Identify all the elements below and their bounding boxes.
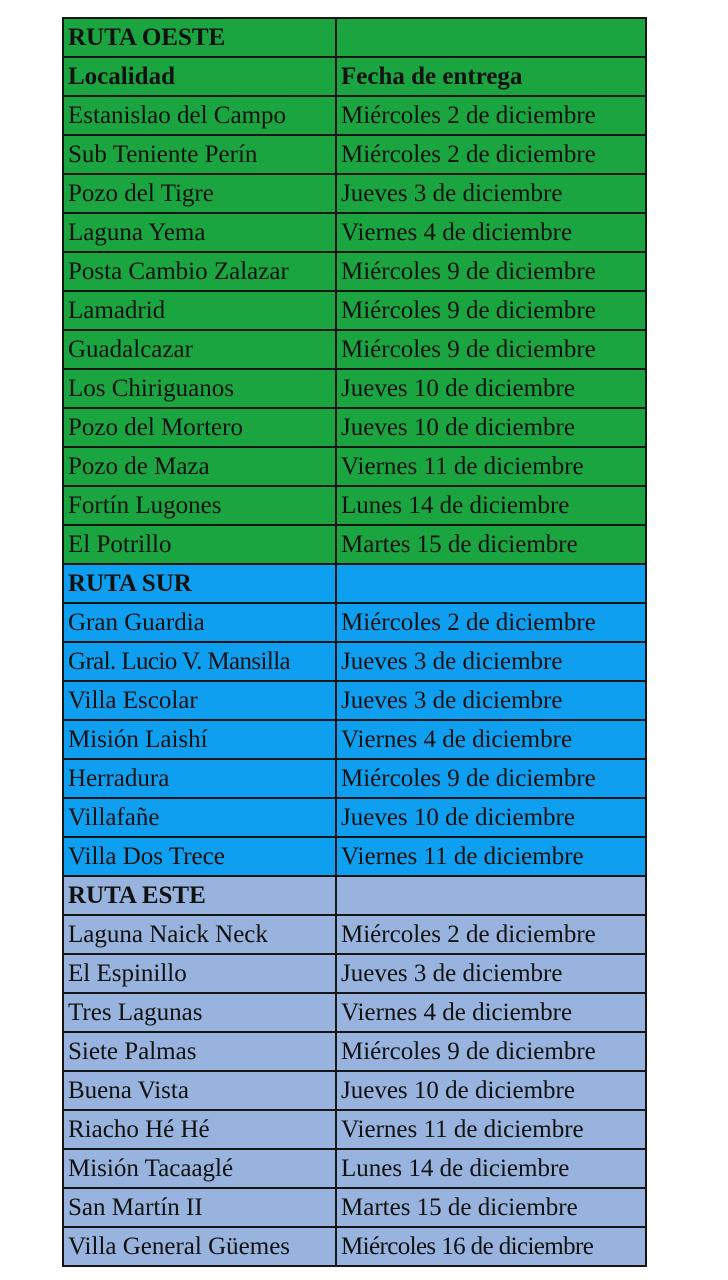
delivery-date-cell: Jueves 3 de diciembre — [336, 642, 646, 681]
delivery-date-cell: Jueves 10 de diciembre — [336, 369, 646, 408]
locality-cell: Misión Laishí — [63, 720, 336, 759]
table-row — [63, 447, 646, 486]
locality-cell: Lamadrid — [63, 291, 336, 330]
table-row — [63, 213, 646, 252]
table-row — [63, 252, 646, 291]
table-row — [63, 1227, 646, 1266]
locality-cell: Villa Dos Trece — [63, 837, 336, 876]
header-localidad: Localidad — [63, 57, 336, 96]
locality-cell: Posta Cambio Zalazar — [63, 252, 336, 291]
delivery-date-cell: Lunes 14 de diciembre — [336, 486, 646, 525]
table-row — [63, 720, 646, 759]
delivery-date-cell: Miércoles 9 de diciembre — [336, 291, 646, 330]
delivery-date-cell: Miércoles 9 de diciembre — [336, 330, 646, 369]
table-row — [63, 603, 646, 642]
locality-cell: Pozo del Tigre — [63, 174, 336, 213]
delivery-date-cell: Miércoles 16 de diciembre — [336, 1227, 646, 1266]
delivery-date-cell: Viernes 4 de diciembre — [336, 993, 646, 1032]
table-row — [63, 915, 646, 954]
locality-cell: Los Chiriguanos — [63, 369, 336, 408]
delivery-date-cell: Miércoles 2 de diciembre — [336, 96, 646, 135]
delivery-date-cell: Jueves 3 de diciembre — [336, 954, 646, 993]
table-row — [63, 681, 646, 720]
delivery-schedule-table — [62, 17, 647, 1267]
table-row — [63, 408, 646, 447]
delivery-date-cell: Jueves 3 de diciembre — [336, 174, 646, 213]
table-row — [63, 369, 646, 408]
locality-cell: Siete Palmas — [63, 1032, 336, 1071]
locality-cell: Misión Tacaaglé — [63, 1149, 336, 1188]
table-row — [63, 954, 646, 993]
locality-cell: Villafañe — [63, 798, 336, 837]
table-row — [63, 525, 646, 564]
table-row — [63, 330, 646, 369]
delivery-date-cell: Viernes 11 de diciembre — [336, 1110, 646, 1149]
delivery-date-cell: Lunes 14 de diciembre — [336, 1149, 646, 1188]
locality-cell: Villa Escolar — [63, 681, 336, 720]
locality-cell: Guadalcazar — [63, 330, 336, 369]
table-row — [63, 135, 646, 174]
delivery-schedule-body — [63, 18, 646, 1266]
locality-cell: Gral. Lucio V. Mansilla — [63, 642, 336, 681]
locality-cell: Tres Lagunas — [63, 993, 336, 1032]
locality-cell: Estanislao del Campo — [63, 96, 336, 135]
delivery-date-cell: Jueves 10 de diciembre — [336, 798, 646, 837]
delivery-date-cell: Viernes 4 de diciembre — [336, 720, 646, 759]
delivery-date-cell: Viernes 11 de diciembre — [336, 447, 646, 486]
ruta-este-title: RUTA ESTE — [63, 876, 336, 915]
delivery-date-cell: Miércoles 2 de diciembre — [336, 915, 646, 954]
locality-cell: Fortín Lugones — [63, 486, 336, 525]
header-fecha-de-entrega: Fecha de entrega — [336, 57, 646, 96]
table-row — [63, 291, 646, 330]
table-row — [63, 993, 646, 1032]
delivery-date-cell: Jueves 10 de diciembre — [336, 408, 646, 447]
delivery-date-cell: Miércoles 2 de diciembre — [336, 135, 646, 174]
table-row — [63, 1188, 646, 1227]
table-row — [63, 486, 646, 525]
table-row — [63, 759, 646, 798]
delivery-date-cell: Viernes 11 de diciembre — [336, 837, 646, 876]
locality-cell: El Potrillo — [63, 525, 336, 564]
table-row — [63, 798, 646, 837]
table-row — [63, 1110, 646, 1149]
table-row — [63, 96, 646, 135]
ruta-sur-title-empty-cell — [336, 564, 646, 603]
delivery-date-cell: Viernes 4 de diciembre — [336, 213, 646, 252]
locality-cell: El Espinillo — [63, 954, 336, 993]
delivery-date-cell: Jueves 3 de diciembre — [336, 681, 646, 720]
locality-cell: Pozo de Maza — [63, 447, 336, 486]
locality-cell: Villa General Güemes — [63, 1227, 336, 1266]
ruta-sur-title-row — [63, 564, 646, 603]
locality-cell: Laguna Naick Neck — [63, 915, 336, 954]
locality-cell: Herradura — [63, 759, 336, 798]
ruta-oeste-header-row — [63, 57, 646, 96]
locality-cell: Gran Guardia — [63, 603, 336, 642]
locality-cell: San Martín II — [63, 1188, 336, 1227]
locality-cell: Laguna Yema — [63, 213, 336, 252]
table-row — [63, 1032, 646, 1071]
table-row — [63, 642, 646, 681]
ruta-oeste-title: RUTA OESTE — [63, 18, 336, 57]
delivery-date-cell: Miércoles 9 de diciembre — [336, 1032, 646, 1071]
locality-cell: Buena Vista — [63, 1071, 336, 1110]
table-row — [63, 837, 646, 876]
ruta-sur-title: RUTA SUR — [63, 564, 336, 603]
delivery-date-cell: Martes 15 de diciembre — [336, 525, 646, 564]
ruta-oeste-title-row — [63, 18, 646, 57]
table-row — [63, 1149, 646, 1188]
table-row — [63, 1071, 646, 1110]
delivery-date-cell: Miércoles 2 de diciembre — [336, 603, 646, 642]
delivery-date-cell: Jueves 10 de diciembre — [336, 1071, 646, 1110]
delivery-date-cell: Miércoles 9 de diciembre — [336, 252, 646, 291]
locality-cell: Sub Teniente Perín — [63, 135, 336, 174]
locality-cell: Riacho Hé Hé — [63, 1110, 336, 1149]
delivery-date-cell: Martes 15 de diciembre — [336, 1188, 646, 1227]
ruta-oeste-title-empty-cell — [336, 18, 646, 57]
locality-cell: Pozo del Mortero — [63, 408, 336, 447]
ruta-este-title-row — [63, 876, 646, 915]
ruta-este-title-empty-cell — [336, 876, 646, 915]
delivery-date-cell: Miércoles 9 de diciembre — [336, 759, 646, 798]
table-row — [63, 174, 646, 213]
